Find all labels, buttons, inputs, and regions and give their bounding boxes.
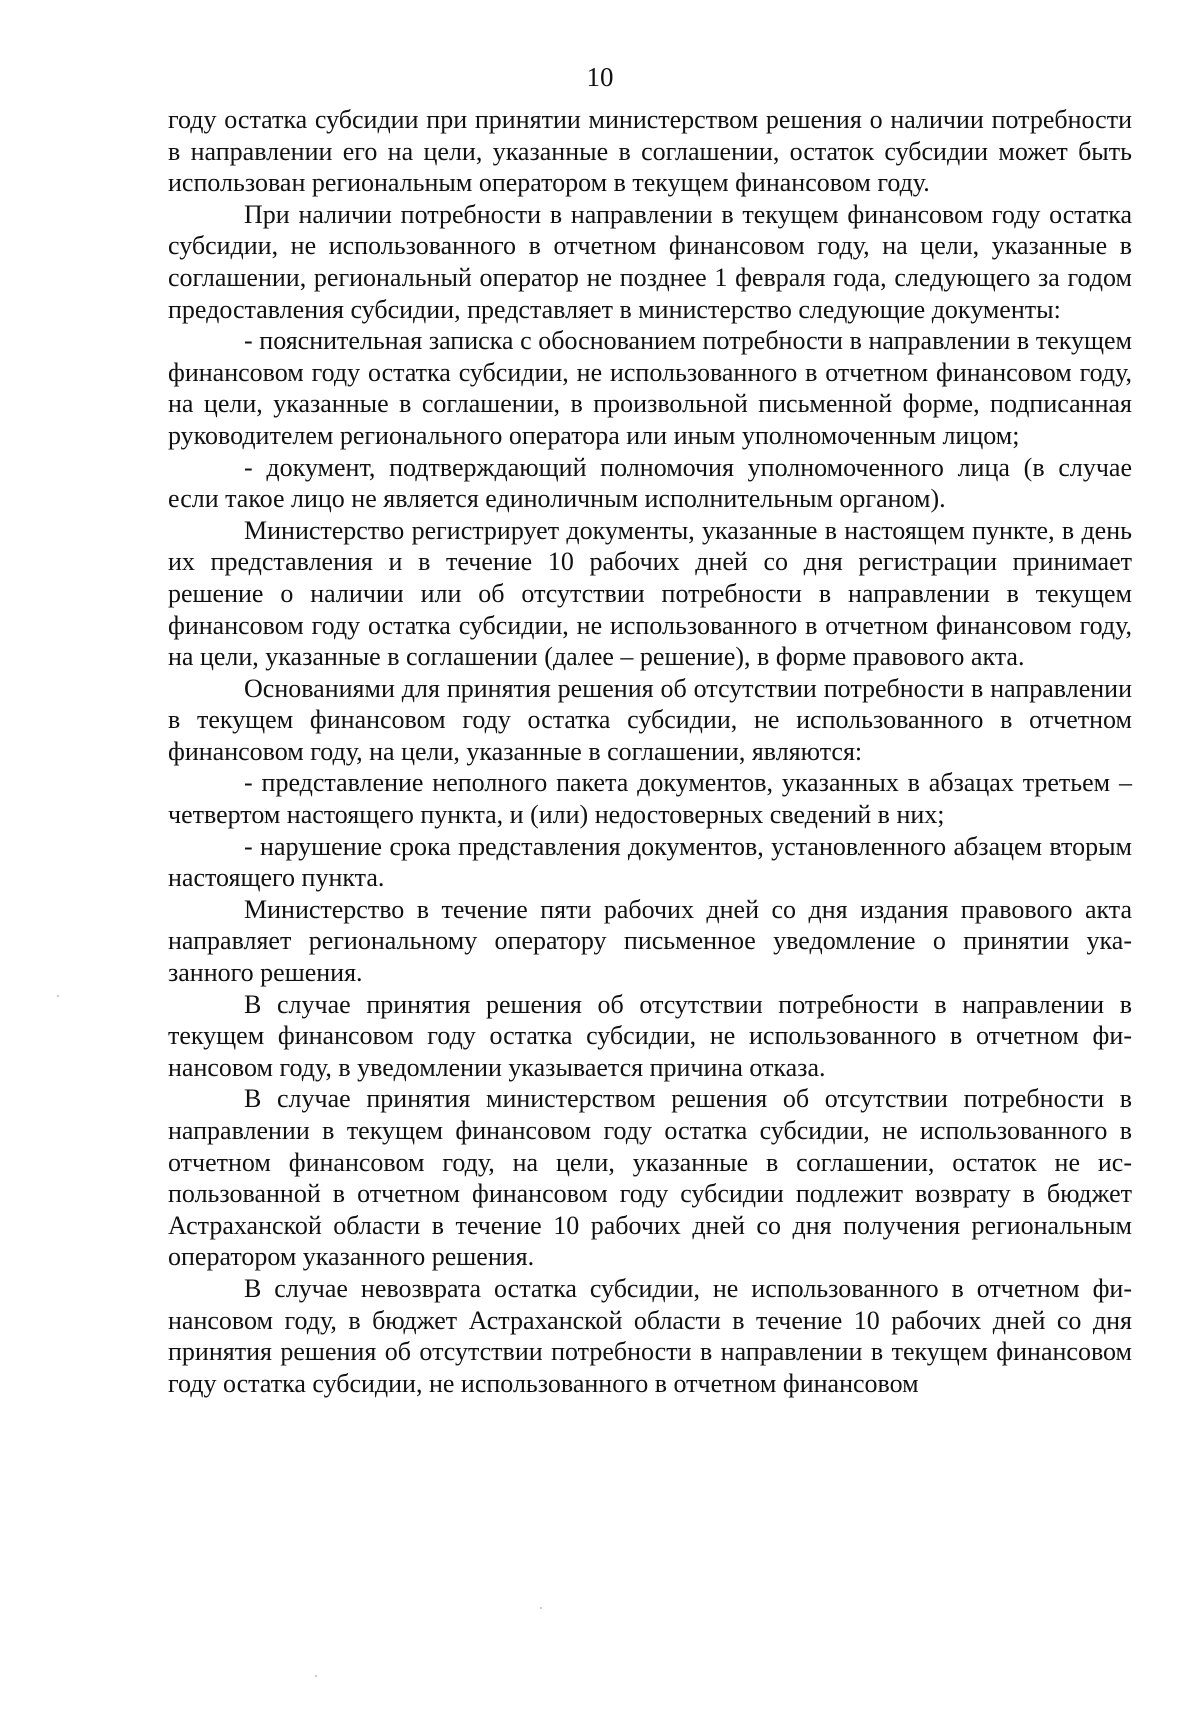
- paragraph: Министерство в течение пяти рабочих дней со дня издания правового акта направляет региональному оператору письменное уведомление о принятии указанного решения.: [168, 894, 1132, 988]
- list-item: - представление неполного пакета документов, указанных в абзацах третьем – четвертом настоящего пункта, и (или) недостоверных сведений в них;: [168, 768, 1132, 830]
- list-item: - нарушение срока представления документов, установленного абзацем вторым настоящего пункта.: [168, 831, 1132, 893]
- scan-speck: [540, 1607, 542, 1609]
- page-number: 10: [586, 62, 614, 92]
- list-item: - пояснительная записка с обоснованием потребности в направлении в текущем финансовом году остатка субсидии, не использованного в отчетном финансовом году, на цели, указанные в соглашении, в произвольной письменной форме, подписанная руководителем регионального оператора или иным уполномоченным лицом;: [168, 326, 1132, 450]
- scan-speck: [57, 995, 59, 997]
- paragraph-continuation: году остатка субсидии при принятии министерством решения о наличии потребности в направлении его на цели, указанные в соглашении, остаток субсидии может быть использован региональным оператором в текущем финансовом году.: [168, 105, 1132, 198]
- paragraph: В случае принятия решения об отсутствии потребности в направлении в текущем финансовом году остатка субсидии, не использованного в отчетном финансовом году, в уведомлении указывается причина отказа.: [168, 989, 1132, 1082]
- paragraph: При наличии потребности в направлении в текущем финансовом году остатка субсидии, не использованного в отчетном финансовом году, на цели, указанные в соглашении, региональный оператор не позднее 1 февраля года, следующего за годом предоставления субсидии, представляет в министерство следующие документы:: [168, 199, 1132, 324]
- paragraph: Министерство регистрирует документы, указанные в настоящем пункте, в день их представления и в течение 10 рабочих дней со дня регистрации принимает решение о наличии или об отсутствии потребности в направлении в текущем финансовом году остатка субсидии, не использованного в отчетном финансовом году, на цели, указанные в соглашении (далее – решение), в форме правового акта.: [168, 515, 1132, 672]
- document-body: [168, 104, 1132, 1399]
- paragraph: Основаниями для принятия решения об отсутствии потребности в направлении в текущем финансовом году остатка субсидии, не использованного в отчетном финансовом году, на цели, указанные в соглашении, являются:: [168, 673, 1132, 766]
- list-item: - документ, подтверждающий полномочия уполномоченного лица (в случае если такое лицо не является единоличным исполнительным органом).: [168, 452, 1132, 514]
- scan-speck: [315, 1675, 317, 1677]
- paragraph: В случае невозврата остатка субсидии, не использованного в отчетном финансовом году, в бюджет Астраханской области в течение 10 рабочих дней со дня принятия решения об отсутствии потребности в направлении в текущем финансовом году остатка субсидии, не использованного в отчетном финансовом: [168, 1273, 1132, 1398]
- paragraph: В случае принятия министерством решения об отсутствии потребности в направлении в текущем финансовом году остатка субсидии, не использованного в отчетном финансовом году, на цели, указанные в соглашении, остаток не использованной в отчетном финансовом году субсидии подлежит возврату в бюджет Астраханской области в течение 10 рабочих дней со дня получения региональным оператором указанного решения.: [168, 1084, 1132, 1272]
